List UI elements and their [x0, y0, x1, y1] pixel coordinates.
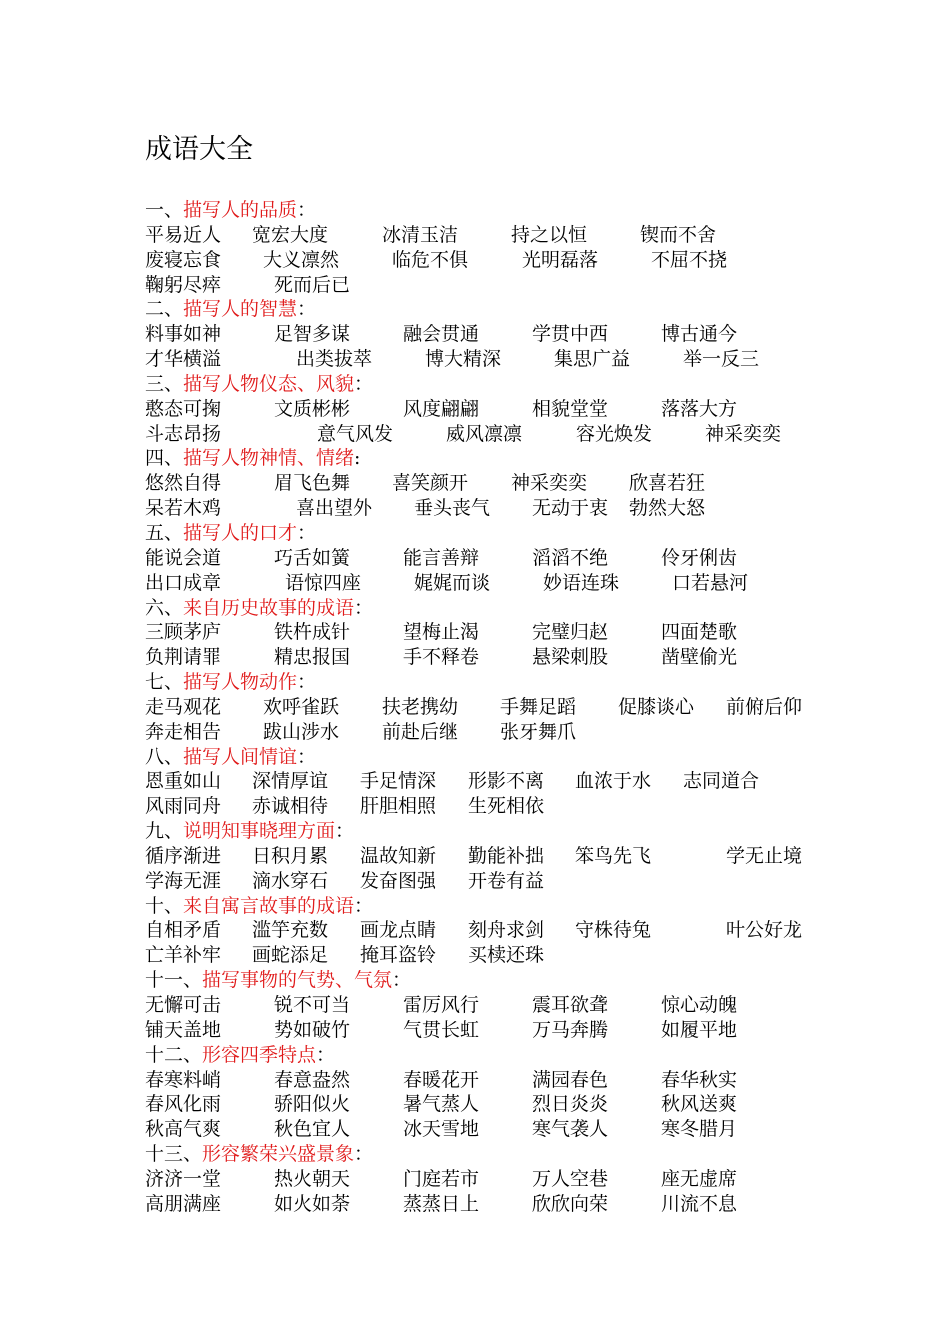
idiom: 志同道合	[683, 770, 760, 793]
idiom: 融会贯通	[403, 323, 480, 346]
section-category: 来自历史故事的成语	[183, 596, 355, 619]
idiom: 才华横溢	[145, 348, 222, 371]
idiom: 手舞足蹈	[500, 695, 577, 718]
idiom: 垂头丧气	[414, 497, 491, 520]
idiom: 亡羊补牢	[145, 944, 222, 967]
idiom: 神采奕奕	[511, 472, 588, 495]
idiom: 暑气蒸人	[403, 1093, 480, 1116]
idiom-row	[145, 422, 845, 447]
idiom: 烈日炎炎	[532, 1093, 609, 1116]
idiom: 学无止境	[726, 844, 803, 867]
section-colon: ：	[354, 372, 374, 395]
idiom: 能说会道	[145, 546, 222, 569]
idiom: 悠然自得	[145, 472, 222, 495]
idiom: 欣欣向荣	[532, 1192, 609, 1215]
idiom: 鞠躬尽瘁	[145, 273, 222, 296]
idiom: 掩耳盗铃	[360, 944, 437, 967]
idiom: 威风凛凛	[446, 422, 523, 445]
idiom: 伶牙俐齿	[661, 546, 738, 569]
idiom: 容光焕发	[576, 422, 653, 445]
idiom: 落落大方	[661, 397, 738, 420]
idiom: 促膝谈心	[618, 695, 695, 718]
section-number: 四、	[145, 447, 184, 470]
idiom: 气贯长虹	[403, 1018, 480, 1041]
idiom: 临危不俱	[392, 248, 469, 271]
idiom-row	[145, 1018, 845, 1043]
idiom-row	[145, 1068, 845, 1093]
idiom: 肝胆相照	[360, 795, 437, 818]
idiom: 生死相依	[468, 795, 545, 818]
idiom: 叶公好龙	[726, 919, 803, 942]
idiom: 画龙点睛	[360, 919, 437, 942]
idiom: 前俯后仰	[726, 695, 803, 718]
section-colon: ：	[354, 596, 374, 619]
idiom: 铺天盖地	[145, 1018, 222, 1041]
section-category: 描写人物动作	[183, 671, 298, 694]
idiom: 憨态可掬	[145, 397, 222, 420]
idiom-row	[145, 397, 845, 422]
idiom: 冰天雪地	[403, 1118, 480, 1141]
idiom: 春意盎然	[274, 1068, 351, 1091]
idiom-row	[145, 1092, 845, 1117]
idiom: 平易近人	[145, 223, 222, 246]
idiom: 能言善辩	[403, 546, 480, 569]
idiom: 废寝忘食	[145, 248, 222, 271]
section-category: 描写人的品质	[183, 199, 298, 221]
idiom: 精忠报国	[274, 646, 351, 669]
section-number: 十、	[145, 894, 184, 917]
idiom-row	[145, 1167, 845, 1192]
idiom: 不屈不挠	[651, 248, 728, 271]
idiom: 滥竽充数	[252, 919, 329, 942]
idiom-row	[145, 1117, 845, 1142]
section-heading	[145, 372, 845, 397]
idiom: 循序渐进	[145, 844, 222, 867]
idiom: 深情厚谊	[252, 770, 329, 793]
page-title: 成语大全	[145, 134, 253, 165]
section-number: 一、	[145, 199, 184, 221]
idiom: 画蛇添足	[252, 944, 329, 967]
section-heading	[145, 297, 845, 322]
idiom: 妙语连珠	[543, 571, 620, 594]
section-heading	[145, 596, 845, 621]
section-heading	[145, 819, 845, 844]
idiom: 冰清玉洁	[382, 223, 459, 246]
idiom: 持之以恒	[511, 223, 588, 246]
idiom: 集思广益	[554, 348, 631, 371]
idiom: 春风化雨	[145, 1093, 222, 1116]
section-heading	[145, 670, 845, 695]
section-colon: ：	[354, 894, 374, 917]
section-number: 十一、	[145, 969, 203, 992]
idiom: 出类拔萃	[296, 348, 373, 371]
idiom: 勤能补拙	[468, 844, 545, 867]
idiom: 料事如神	[145, 323, 222, 346]
section-number: 九、	[145, 820, 184, 843]
idiom: 春暖花开	[403, 1068, 480, 1091]
idiom-row	[145, 844, 845, 869]
idiom: 意气风发	[317, 422, 394, 445]
idiom: 巧舌如簧	[274, 546, 351, 569]
section-category: 描写事物的气势、气氛	[202, 969, 393, 992]
idiom: 手足情深	[360, 770, 437, 793]
idiom-row	[145, 571, 845, 596]
section-heading	[145, 745, 845, 770]
idiom-row	[145, 273, 845, 298]
idiom: 买椟还珠	[468, 944, 545, 967]
idiom: 万人空巷	[532, 1167, 609, 1190]
idiom: 张牙舞爪	[500, 720, 577, 743]
idiom: 势如破竹	[274, 1018, 351, 1041]
idiom: 欢呼雀跃	[263, 695, 340, 718]
idiom: 欣喜若狂	[629, 472, 706, 495]
section-number: 十二、	[145, 1043, 203, 1066]
idiom: 骄阳似火	[274, 1093, 351, 1116]
section-number: 十三、	[145, 1143, 203, 1166]
idiom: 恩重如山	[145, 770, 222, 793]
section-colon: ：	[297, 745, 317, 768]
section-number: 二、	[145, 298, 184, 321]
idiom: 秋风送爽	[661, 1093, 738, 1116]
section-number: 六、	[145, 596, 184, 619]
idiom: 悬梁刺股	[532, 646, 609, 669]
idiom: 学贯中西	[532, 323, 609, 346]
idiom: 风度翩翩	[403, 397, 480, 420]
idiom: 滔滔不绝	[532, 546, 609, 569]
section-heading	[145, 894, 845, 919]
idiom: 语惊四座	[285, 571, 362, 594]
idiom: 跋山涉水	[263, 720, 340, 743]
idiom: 寒冬腊月	[661, 1118, 738, 1141]
section-number: 五、	[145, 521, 184, 544]
idiom: 锲而不舍	[640, 223, 717, 246]
idiom-row	[145, 223, 845, 248]
idiom: 无动于衷	[532, 497, 609, 520]
idiom-row	[145, 794, 845, 819]
idiom: 高朋满座	[145, 1192, 222, 1215]
idiom: 川流不息	[661, 1192, 738, 1215]
idiom: 四面楚歌	[661, 621, 738, 644]
idiom: 万马奔腾	[532, 1018, 609, 1041]
section-number: 三、	[145, 372, 184, 395]
idiom-row	[145, 496, 845, 521]
section-heading	[145, 1142, 845, 1167]
idiom-row	[145, 471, 845, 496]
section-colon: ：	[392, 969, 412, 992]
idiom: 手不释卷	[403, 646, 480, 669]
idiom: 如履平地	[661, 1018, 738, 1041]
section-colon: ：	[354, 1143, 374, 1166]
idiom: 斗志昂扬	[145, 422, 222, 445]
idiom: 座无虚席	[661, 1167, 738, 1190]
idiom-row	[145, 869, 845, 894]
idiom: 呆若木鸡	[145, 497, 222, 520]
idiom: 神采奕奕	[705, 422, 782, 445]
idiom: 扶老携幼	[382, 695, 459, 718]
idiom: 开卷有益	[468, 869, 545, 892]
idiom: 风雨同舟	[145, 795, 222, 818]
idiom: 锐不可当	[274, 994, 351, 1016]
idiom: 血浓于水	[575, 770, 652, 793]
section-category: 形容繁荣兴盛景象	[202, 1143, 355, 1166]
idiom: 门庭若市	[403, 1167, 480, 1190]
idiom: 宽宏大度	[252, 223, 329, 246]
idiom: 学海无涯	[145, 869, 222, 892]
idiom: 博大精深	[425, 348, 502, 371]
idiom: 滴水穿石	[252, 869, 329, 892]
section-category: 说明知事晓理方面	[183, 820, 336, 843]
idiom-list	[145, 198, 845, 1217]
section-category: 描写人物仪态、风貌	[183, 372, 355, 395]
idiom: 济济一堂	[145, 1167, 222, 1190]
idiom: 满园春色	[532, 1068, 609, 1091]
idiom-row	[145, 695, 845, 720]
idiom-row	[145, 546, 845, 571]
idiom: 相貌堂堂	[532, 397, 609, 420]
section-category: 来自寓言故事的成语	[183, 894, 355, 917]
idiom: 震耳欲聋	[532, 994, 609, 1016]
idiom: 秋高气爽	[145, 1118, 222, 1141]
idiom-row	[145, 769, 845, 794]
idiom-row	[145, 993, 845, 1018]
section-number: 八、	[145, 745, 184, 768]
section-category: 描写人的智慧	[183, 298, 298, 321]
idiom: 蒸蒸日上	[403, 1192, 480, 1215]
idiom-row	[145, 1192, 845, 1217]
idiom: 勃然大怒	[629, 497, 706, 520]
section-colon: ：	[316, 1043, 336, 1066]
section-category: 描写人间情谊	[183, 745, 298, 768]
idiom: 秋色宜人	[274, 1118, 351, 1141]
section-category: 描写人物神情、情绪	[183, 447, 355, 470]
idiom-row	[145, 720, 845, 745]
idiom: 发奋图强	[360, 869, 437, 892]
idiom: 寒气袭人	[532, 1118, 609, 1141]
idiom-row	[145, 248, 845, 273]
idiom: 自相矛盾	[145, 919, 222, 942]
idiom: 春华秋实	[661, 1068, 738, 1091]
idiom-row	[145, 322, 845, 347]
idiom: 赤诚相待	[252, 795, 329, 818]
idiom: 刻舟求剑	[468, 919, 545, 942]
idiom: 喜出望外	[296, 497, 373, 520]
idiom: 大义凛然	[263, 248, 340, 271]
idiom-row	[145, 645, 845, 670]
section-colon: ：	[297, 671, 317, 694]
idiom: 凿壁偷光	[661, 646, 738, 669]
idiom: 热火朝天	[274, 1167, 351, 1190]
idiom: 喜笑颜开	[392, 472, 469, 495]
idiom: 完璧归赵	[532, 621, 609, 644]
idiom: 奔走相告	[145, 720, 222, 743]
section-category: 描写人的口才	[183, 521, 298, 544]
section-colon: ：	[335, 820, 355, 843]
idiom: 温故知新	[360, 844, 437, 867]
idiom: 形影不离	[468, 770, 545, 793]
idiom-row	[145, 943, 845, 968]
section-category: 形容四季特点	[202, 1043, 317, 1066]
section-colon: ：	[297, 298, 317, 321]
section-heading	[145, 446, 845, 471]
section-heading	[145, 968, 845, 993]
idiom: 铁杵成针	[274, 621, 351, 644]
idiom: 出口成章	[145, 571, 222, 594]
idiom: 三顾茅庐	[145, 621, 222, 644]
idiom: 举一反三	[683, 348, 760, 371]
idiom: 博古通今	[661, 323, 738, 346]
idiom: 眉飞色舞	[274, 472, 351, 495]
idiom: 望梅止渴	[403, 621, 480, 644]
idiom: 口若悬河	[672, 571, 749, 594]
section-colon: :	[354, 447, 361, 470]
section-colon: ：	[297, 521, 317, 544]
idiom: 足智多谋	[274, 323, 351, 346]
section-number: 七、	[145, 671, 184, 694]
idiom: 春寒料峭	[145, 1068, 222, 1091]
idiom: 日积月累	[252, 844, 329, 867]
idiom-row	[145, 620, 845, 645]
idiom: 守株待兔	[575, 919, 652, 942]
idiom: 前赴后继	[382, 720, 459, 743]
idiom: 无懈可击	[145, 994, 222, 1016]
idiom: 走马观花	[145, 695, 222, 718]
idiom: 笨鸟先飞	[575, 844, 652, 867]
idiom: 文质彬彬	[274, 397, 351, 420]
idiom: 惊心动魄	[661, 994, 738, 1016]
idiom: 负荆请罪	[145, 646, 222, 669]
idiom: 光明磊落	[522, 248, 599, 271]
idiom-row	[145, 918, 845, 943]
idiom: 死而后已	[274, 273, 351, 296]
section-heading	[145, 521, 845, 546]
section-heading	[145, 1043, 845, 1068]
idiom: 娓娓而谈	[414, 571, 491, 594]
idiom: 如火如荼	[274, 1192, 351, 1215]
section-colon: ：	[297, 199, 317, 221]
idiom-row	[145, 347, 845, 372]
idiom: 雷厉风行	[403, 994, 480, 1016]
section-heading	[145, 198, 845, 223]
